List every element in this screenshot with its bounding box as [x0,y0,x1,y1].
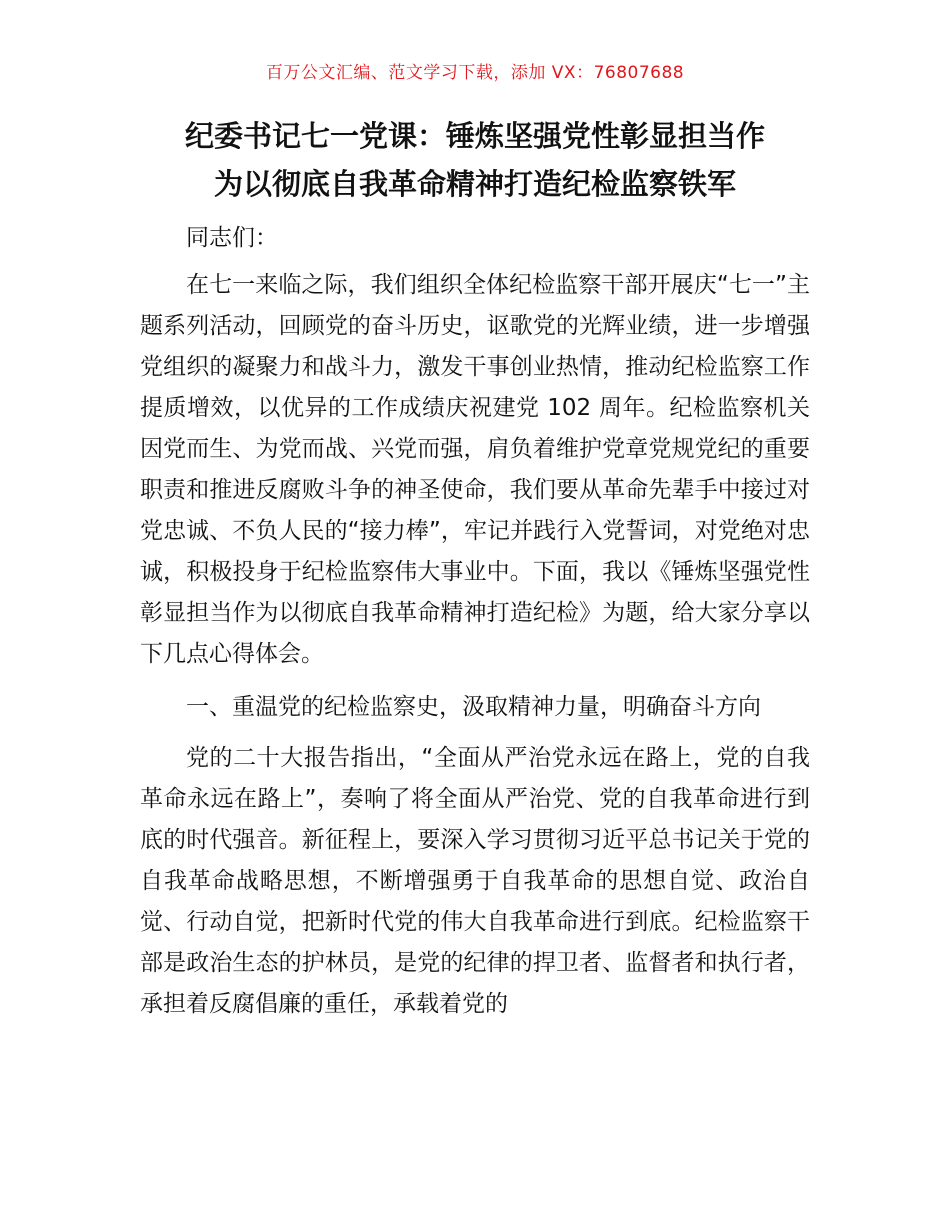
section-heading: 一、重温党的纪检监察史，汲取精神力量，明确奋斗方向 [186,694,761,720]
body-paragraph: 党的二十大报告指出，“全面从严治党永远在路上，党的自我革命永远在路上”，奏响了将全面从严治党、党的自我革命进行到底的时代强音。新征程上，要深入学习贯彻习近平总书记关于党的自我革命战略思想，不断增强勇于自我革命的思想自觉、政治自觉、行动自觉，把新时代党的伟大自我革命进行到底。纪检监察干部是政治生态的护林员，是党的纪律的捍卫者、监督者和执行者，承担着反腐倡廉的重任，承载着党的 [140,745,810,1017]
header-promo-note: 百万公文汇编、范文学习下载，添加 VX：76807688 [265,63,685,83]
body-paragraph: 在七一来临之际，我们组织全体纪检监察干部开展庆“七一”主题系列活动，回顾党的奋斗历史，讴歌党的光辉业绩，进一步增强党组织的凝聚力和战斗力，激发干事创业热情，推动纪检监察工作提质增效，以优异的工作成绩庆祝建党 102 周年。纪检监察机关因党而生、为党而战、兴党而强，肩负着维护党章党规党纪的重要职责和推进反腐败斗争的神圣使命，我们要从革命先辈手中接过对党忠诚、不负人民的“接力棒”，牢记并践行入党誓词，对党绝对忠诚，积极投身于纪检监察伟大事业中。下面，我以《锤炼坚强党性彰显担当作为以彻底自我革命精神打造纪检》为题，给大家分享以下几点心得体会。 [140,272,810,667]
title-line-2: 为以彻底自我革命精神打造纪检监察铁军 [213,167,736,201]
title-line-1: 纪委书记七一党课：锤炼坚强党性彰显担当作 [184,119,765,153]
greeting: 同志们： [186,225,278,251]
document-body [140,218,810,1035]
document-title [120,112,830,208]
